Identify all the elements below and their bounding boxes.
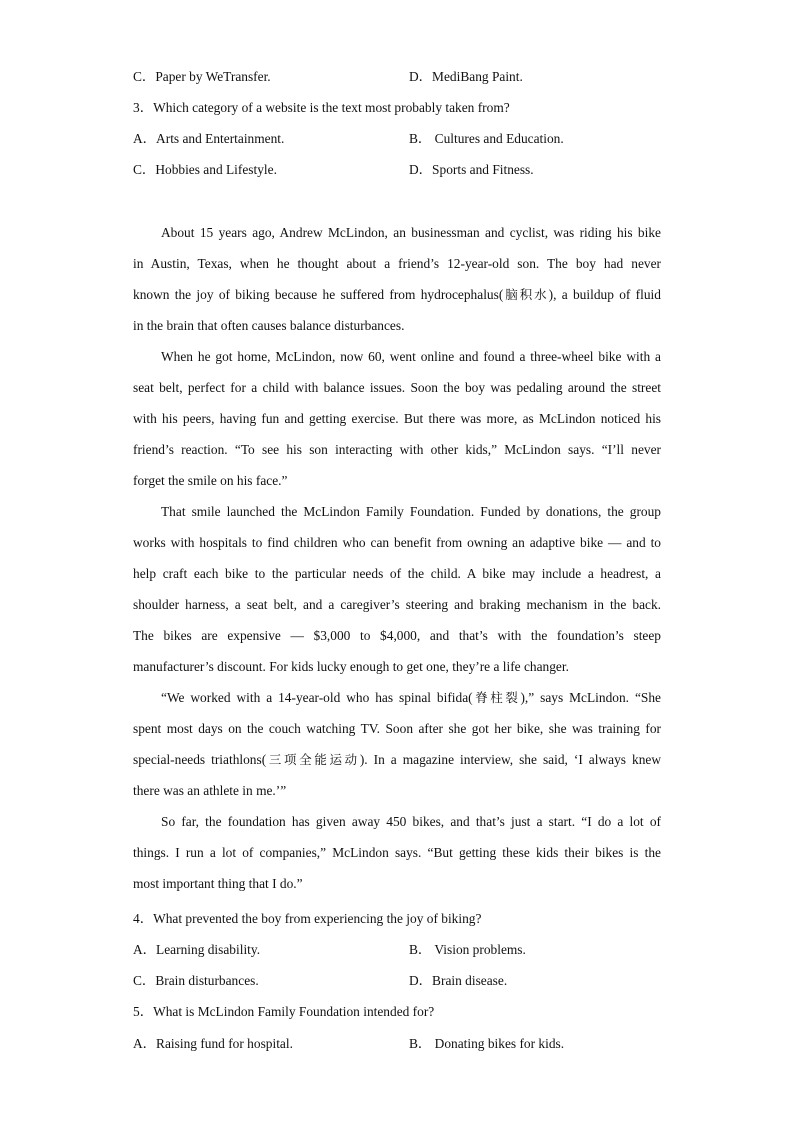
q4-option-a: A．Learning disability. bbox=[133, 942, 261, 957]
q3-option-a: A．Arts and Entertainment. bbox=[133, 131, 285, 146]
q4-option-d: D．Brain disease. bbox=[409, 973, 508, 988]
q4-option-c: C．Brain disturbances. bbox=[133, 973, 259, 988]
q4-option-b: B． Vision problems. bbox=[409, 942, 526, 957]
p4-line-2: spent most days on the couch watching TV. Soon after she got her bike, she was training for bbox=[133, 721, 661, 736]
p2-line-3: with his peers, having fun and getting exercise. But there was more, as McLindon noticed his bbox=[133, 411, 661, 426]
p1-line-3-text-b: ), a buildup of fluid bbox=[548, 287, 661, 302]
reading-passage bbox=[133, 224, 661, 906]
p2-line-5: forget the smile on his face.” bbox=[133, 473, 288, 488]
q2-option-c: C．Paper by WeTransfer. bbox=[133, 69, 271, 84]
p4-line-3-text-b: ). In a magazine interview, she said, ‘I always knew bbox=[359, 752, 661, 767]
p1-line-2: in Austin, Texas, when he thought about a friend’s 12-year-old son. The boy had never bbox=[133, 256, 661, 271]
q3-stem: 3．Which category of a website is the text most probably taken from? bbox=[133, 100, 510, 115]
p3-line-1: That smile launched the McLindon Family Foundation. Funded by donations, the group bbox=[161, 504, 661, 519]
p4-line-3-text-a: special-needs triathlons( bbox=[133, 752, 267, 767]
q4-stem: 4．What prevented the boy from experiencing the joy of biking? bbox=[133, 911, 482, 926]
p1-line-1: About 15 years ago, Andrew McLindon, an businessman and cyclist, was riding his bike bbox=[161, 225, 661, 240]
p4-line-4: there was an athlete in me.’” bbox=[133, 783, 287, 798]
p5-line-3: most important thing that I do.” bbox=[133, 876, 303, 891]
p3-line-5: The bikes are expensive — $3,000 to $4,000, and that’s with the foundation’s steep bbox=[133, 628, 661, 643]
q5-option-a: A．Raising fund for hospital. bbox=[133, 1036, 293, 1051]
p2-line-4: friend’s reaction. “To see his son interacting with other kids,” McLindon says. “I’ll never bbox=[133, 442, 661, 457]
p4-line-1 bbox=[133, 689, 661, 720]
q5-option-b: B． Donating bikes for kids. bbox=[409, 1036, 565, 1051]
p1-line-3 bbox=[133, 286, 661, 317]
p4-line-3 bbox=[133, 751, 661, 782]
p4-line-1-text-b: ),” says McLindon. “She bbox=[520, 690, 661, 705]
p2-line-2: seat belt, perfect for a child with balance issues. Soon the boy was pedaling around the street bbox=[133, 380, 661, 395]
p1-line-4: in the brain that often causes balance disturbances. bbox=[133, 318, 405, 333]
p4-chinese-gloss-2: 三项全能运动 bbox=[266, 752, 360, 767]
p3-line-3: help craft each bike to the particular needs of the child. A bike may include a headrest, a bbox=[133, 566, 661, 581]
p3-line-4: shoulder harness, a seat belt, and a caregiver’s steering and braking mechanism in the back. bbox=[133, 597, 661, 612]
q2-option-d: D．MediBang Paint. bbox=[409, 69, 523, 84]
q3-option-d: D．Sports and Fitness. bbox=[409, 162, 534, 177]
q3-option-b: B． Cultures and Education. bbox=[409, 131, 564, 146]
p5-line-1: So far, the foundation has given away 450 bikes, and that’s just a start. “I do a lot of bbox=[161, 814, 661, 829]
p4-line-1-text-a: “We worked with a 14-year-old who has spinal bifida( bbox=[161, 690, 473, 705]
q5-stem: 5．What is McLindon Family Foundation intended for? bbox=[133, 1004, 435, 1019]
p1-chinese-gloss: 脑积水 bbox=[503, 287, 549, 302]
p3-line-2: works with hospitals to find children who can benefit from owning an adaptive bike — and to bbox=[133, 535, 661, 550]
p1-line-3-text-a: known the joy of biking because he suffered from hydrocephalus( bbox=[133, 287, 504, 302]
p4-chinese-gloss: 脊柱裂 bbox=[472, 690, 521, 705]
p5-line-2: things. I run a lot of companies,” McLindon says. “But getting these kids their bikes is the bbox=[133, 845, 661, 860]
p2-line-1: When he got home, McLindon, now 60, went online and found a three-wheel bike with a bbox=[161, 349, 661, 364]
q3-option-c: C．Hobbies and Lifestyle. bbox=[133, 162, 277, 177]
p3-line-6: manufacturer’s discount. For kids lucky enough to get one, they’re a life changer. bbox=[133, 659, 569, 674]
